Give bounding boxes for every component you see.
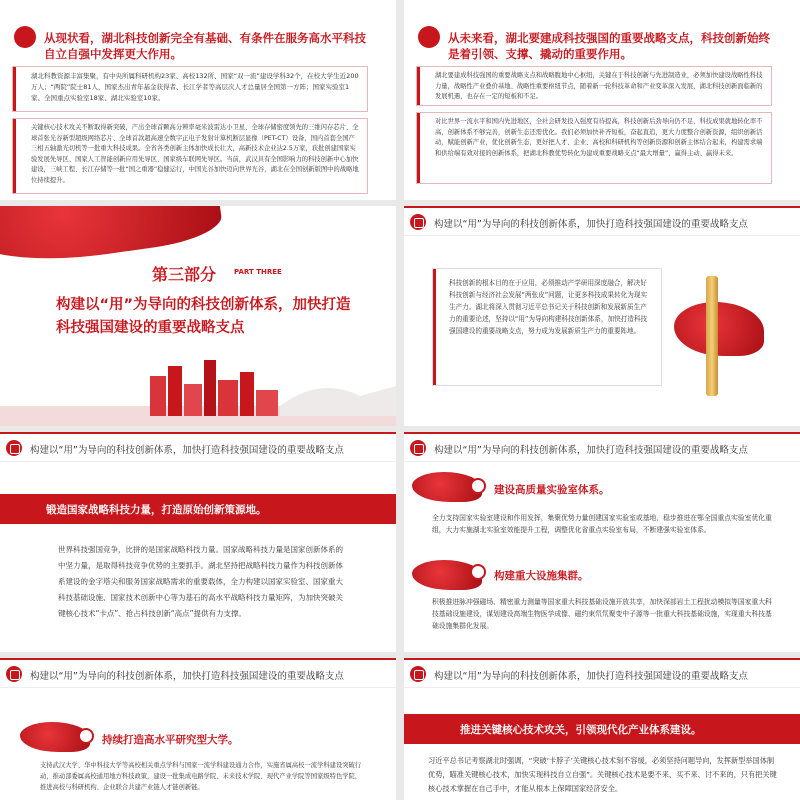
header-icon [410, 214, 426, 230]
slide-future-outlook[interactable] [404, 0, 800, 200]
slide-labs-and-facilities[interactable] [404, 432, 800, 652]
slide-icon [418, 26, 440, 48]
section-band-text: 推进关键核心技术攻关，引领现代化产业体系建设。 [460, 724, 702, 736]
content-box-resources [12, 66, 368, 112]
header-title: 构建以“用”为导向的科技创新体系，加快打造科技强国建设的重要战略支点 [434, 445, 748, 456]
slide-strategic-force[interactable] [0, 432, 396, 652]
content-text: 湖北科教资源丰富集聚，有中央所属科研机构23家、高校132所、国家“双一流”建设学科32个，在校大学生近200万人；“两院”院士81人，国家杰出青年基金获得者、长江学者等高层次人才总量居全国第一方阵；国家实验室1家、全国重点实验室18家、湖北实验室10家。 [31, 72, 359, 102]
slide-header [404, 660, 800, 688]
content-text: 全力支持国家实验室建设和作用发挥，集聚优势力量创建国家实验室或基地，稳步推进在鄂全国重点实验室优化重组，大力实施湖北实验室效能提升工程，调整优化省重点实验室布局，不断建强实验室体系。 [432, 514, 772, 534]
content-text: 湖北要建成科技强国的重要战略支点和战略腹地中心枢纽，关键在于科技创新与先进制造业，必须加快建设战略性科技力量，战略性产业叠价基地、战略性重要枢纽节点，随着新一轮科技革命和产业变革深入发展，湖北科技创新面临新的发展机遇，也存在一定的短板和不足。 [435, 72, 763, 100]
content-text: 习近平总书记考察湖北时强调，“突破‘卡脖子’关键核心技术刻不容缓，必须坚持问题导向，发挥新型举国体制优势，瞄准关键核心技术，加快实现科技自立自强”。关键核心技术是要不来、买不来、讨不来的，只有把关键核心技术掌握在自己手中，才能从根本上保障国家经济安全。 [428, 756, 777, 793]
header-icon [410, 440, 426, 456]
slide-part-three-title[interactable] [0, 206, 396, 426]
content-box-comparison [416, 112, 772, 184]
slide-application-oriented[interactable] [404, 206, 800, 426]
content-text: 积极推进脉冲强磁场、精密重力测量等国家重大科技基础设施开放共享，加快深部岩土工程扰动模拟等国家重大科技基础设施建设，谋划建设高端生物医学成像、磁约束氘氘聚变中子源等一批重大科技基础设施，实现重大科技基础设施集群化发展。 [432, 598, 772, 630]
city-skyline-illustration [0, 346, 396, 426]
slide-core-technology[interactable] [404, 658, 800, 800]
item-icon [470, 478, 486, 494]
header-icon [6, 440, 22, 456]
section-band [404, 714, 800, 744]
item-title-facilities: 构建重大设施集群。 [494, 570, 589, 582]
red-flag-decoration [674, 302, 764, 356]
slide-heading: 从现状看，湖北科技创新完全有基础、有条件在服务高水平科技自立自强中发挥更大作用。 [44, 31, 366, 61]
slide-icon [14, 26, 36, 48]
header-title: 构建以“用”为导向的科技创新体系，加快打造科技强国建设的重要战略支点 [30, 445, 344, 456]
content-box-breakthrough [12, 118, 368, 194]
content-box-intro [432, 268, 662, 386]
slide-header [0, 434, 396, 462]
header-icon [410, 666, 426, 682]
item-title-universities: 持续打造高水平研究型大学。 [102, 734, 239, 746]
slide-heading: 从未来看，湖北要建成科技强国的重要战略支点，科技创新始终是着引领、支撑、撬动的重要作用。 [448, 31, 770, 61]
torch-pillar-decoration [706, 276, 718, 396]
header-icon [6, 666, 22, 682]
part-title: 构建以“用”为导向的科技创新体系，加快打造科技强国建设的重要战略支点 [56, 297, 351, 336]
part-label: 第三部分 [152, 265, 217, 284]
header-title: 构建以“用”为导向的科技创新体系，加快打造科技强国建设的重要战略支点 [434, 671, 748, 682]
content-text: 科技创新的根本目的在于应用，必须推动产学研用深度融合，解决好科技创新与经济社会发展“两张皮”问题，让更多科技成果转化为现实生产力。湖北将深入贯彻习近平总书记关于科技创新和发展新质生产力的重要论述，坚持以“用”为导向构建科技创新体系，加快打造科技强国建设的重要战略支点，努力成为发展新质生产力的重要阵地。 [449, 279, 648, 335]
header-title: 构建以“用”为导向的科技创新体系，加快打造科技强国建设的重要战略支点 [30, 671, 344, 682]
item-icon [78, 728, 94, 744]
slide-header [404, 208, 800, 236]
header-title: 构建以“用”为导向的科技创新体系，加快打造科技强国建设的重要战略支点 [434, 219, 748, 230]
slide-current-state[interactable] [0, 0, 396, 200]
content-box-strategy [416, 66, 772, 106]
content-text: 支持武汉大学、华中科技大学等高校相关重点学科与国家一流学科建设通力合作，实施省属高校一流学科建设突破行动，推动部委属高校通用地方科技政策，建设一批集成电路学院、未来技术学院、现代产业学院等国家级特色学院，推进高校与科研机构、企业联合共建产业链人才链创新链。 [40, 762, 362, 791]
slide-header [0, 660, 396, 688]
content-text: 关键核心技术攻关不断取得新突破，产出全球首颗高分辨率毫米波雷达小卫星、全球存储密度领先的三维闪存芯片、全球首张光谷新型超级网络芯片、全球首款超高速全数字正电子发射计算机断层显像（PET-CT）设备，国内首套全国产三相五轴激光切机等一批重大科技成果。全省各类创新主体加快成长壮大，高新技术企业达2.5万家，获批创建国家实验发展先导区、国家人工智能创新应用先导区、国家级车联网先导区。当前，武汉具有全国影响力的科技创新中心加快建设，三峡工程、长江存储等一批“国之重器”稳健运行，中国光谷加快迈向世界光谷，湖北在全国创新版图中的战略地位持续提升。 [31, 124, 359, 184]
slide-header [404, 434, 800, 462]
item-icon [470, 564, 486, 580]
section-band-text: 锻造国家战略科技力量，打造原始创新策源地。 [46, 504, 267, 516]
item-title-labs: 建设高质量实验室体系。 [494, 484, 610, 496]
content-text: 世界科技强国竞争，比拼的是国家战略科技力量。国家战略科技力量是国家创新体系的中坚力量，是取得科技竞争优势的主要抓手。湖北坚持把战略科技力量作为科技创新体系建设的金字塔尖和服务国家战略需求的重要载体，全力构建以国家实验室、国家重大科技基础设施、国家技术创新中心等为基石的高水平战略科技力量矩阵，为加快突破关键核心技术“卡点”、抢占科技创新“高点”提供有力支撑。 [58, 545, 343, 618]
content-text: 对比世界一流水平和国内先进地区，全社会研发投入强度有待提高，科技创新后劲导向仍不足，科技成果就地转化率不高，创新体系不够完善，创新生态还需优化。我们必须加快补齐短板，奋起直追，更大力度整合创新资源，组织创新活动，赋能创新产业，优化创新生态，更好把人才、企业、高校和科研机构等创新资源和创新主体结合起来，构建需求端和供给端有效对接的创新体系，把湖北科教优势转化为建成重要战略支点“最大增量”，赢得主动、赢得未来。 [435, 118, 763, 157]
section-band [0, 494, 396, 524]
slide-research-universities[interactable] [0, 658, 396, 800]
part-label-en: PART THREE [234, 268, 282, 276]
